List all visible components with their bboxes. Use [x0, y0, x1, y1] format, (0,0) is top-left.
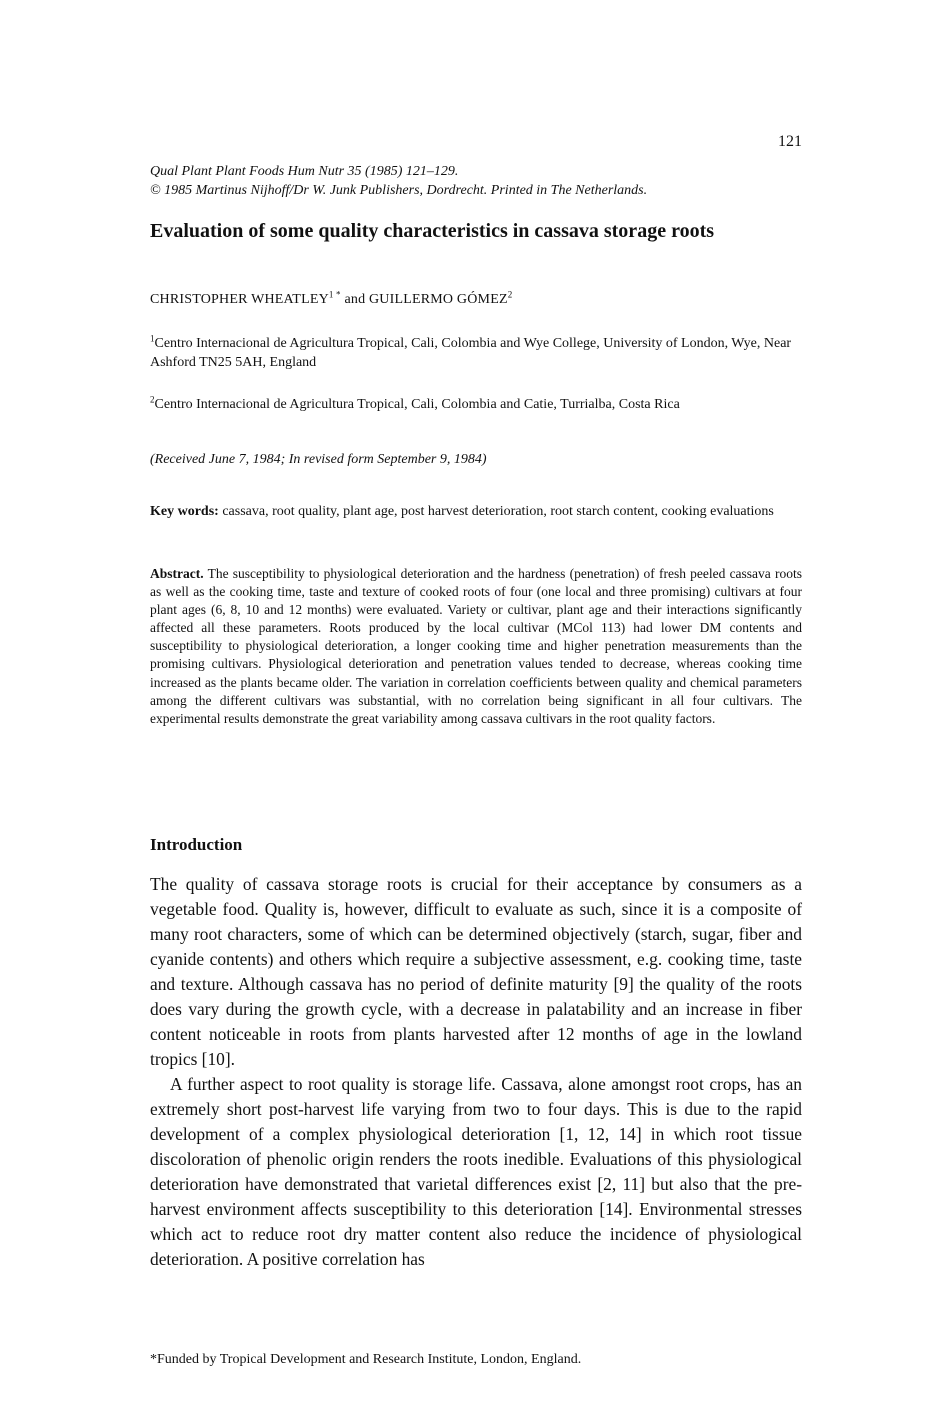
author-name: GUILLERMO GÓMEZ [368, 292, 508, 307]
abstract-text: The susceptibility to physiological deterioration and the hardness (penetration) of fresh peeled cassava roots as well as the cooking time, taste and texture of cooked roots of four (one local and three promising) cultivars at four plant ages (6, 8, 10 and 12 months) were evaluated. Variety or cultivar, plant age and their interactions significantly affected all these parameters. Roots produced by the local cultivar (MCol 113) had lower DM contents and susceptibility to physiological deterioration, a longer cooking time and higher penetration measurements than the promising cultivars. Physiological deterioration and penetration values tended to decrease, whereas cooking time increased as the plants became older. The variation in correlation coefficients between quality and chemical parameters among the different cultivars was substantial, with no correlation being significant in all four cultivars. The experimental results demonstrate the great variability among cassava cultivars in the root quality factors. [150, 566, 802, 726]
author-list [150, 289, 513, 308]
affiliation [150, 334, 802, 372]
journal-info [150, 162, 647, 200]
abstract [150, 565, 802, 728]
paper-title: Evaluation of some quality characteristics in cassava storage roots [150, 220, 715, 242]
journal-citation: Qual Plant Plant Foods Hum Nutr 35 (1985) 121–129. [150, 164, 459, 179]
keywords-text: cassava, root quality, plant age, post harvest deterioration, root starch content, cooking evaluations [222, 504, 774, 519]
affiliation-text: Centro Internacional de Agricultura Tropical, Cali, Colombia and Catie, Turrialba, Costa Rica [154, 397, 680, 412]
journal-copyright: © 1985 Martinus Nijhoff/Dr W. Junk Publishers, Dordrecht. Printed in The Netherlands. [150, 183, 648, 198]
footnote: *Funded by Tropical Development and Research Institute, London, England. [150, 1352, 582, 1367]
author-connector: and [344, 292, 366, 307]
author-name: CHRISTOPHER WHEATLEY [150, 292, 329, 307]
paragraph: A further aspect to root quality is storage life. Cassava, alone amongst root crops, has an extremely short post-harvest life varying from two to four days. This is due to the rapid development of a complex physiological deterioration [1, 12, 14] in which root tissue discoloration of phenolic origin renders the roots inedible. Evaluations of this physiological deterioration have demonstrated that varietal differences exist [2, 11] but also that the pre-harvest environment affects susceptibility to this deterioration [14]. Environmental stresses which act to reduce root dry matter content also reduce the incidence of physiological deterioration. A positive correlation has [150, 1074, 802, 1269]
affiliation-mark: 1 [150, 333, 155, 344]
paragraph: The quality of cassava storage roots is crucial for their acceptance by consumers as a vegetable food. Quality is, however, difficult to evaluate as such, since it is a composite of many root characters, some of which can be determined objectively (starch, sugar, fiber and cyanide contents) and others which require a subjective assessment, e.g. cooking time, taste and texture. Although cassava has no period of definite maturity [9] the quality of the roots does vary during the growth cycle, with a decrease in palatability and an increase in fiber content noticeable in roots from plants harvested after 12 months of age in the lowland tropics [10]. [150, 874, 802, 1069]
keywords [150, 502, 802, 521]
affiliation [150, 395, 802, 414]
abstract-label: Abstract. [150, 566, 204, 581]
section-heading: Introduction [150, 835, 243, 854]
author-affiliation-mark: 2 [507, 289, 513, 300]
page-number: 121 [778, 133, 802, 150]
keywords-label: Key words: [150, 504, 219, 519]
author-affiliation-mark: 1 * [328, 289, 341, 300]
affiliation-text: Centro Internacional de Agricultura Tropical, Cali, Colombia and Wye College, University of London, Wye, Near Ashford TN25 5AH, England [150, 336, 792, 370]
introduction-body [150, 872, 802, 1272]
received-dates: (Received June 7, 1984; In revised form September 9, 1984) [150, 452, 487, 467]
affiliation-mark: 2 [150, 394, 155, 405]
